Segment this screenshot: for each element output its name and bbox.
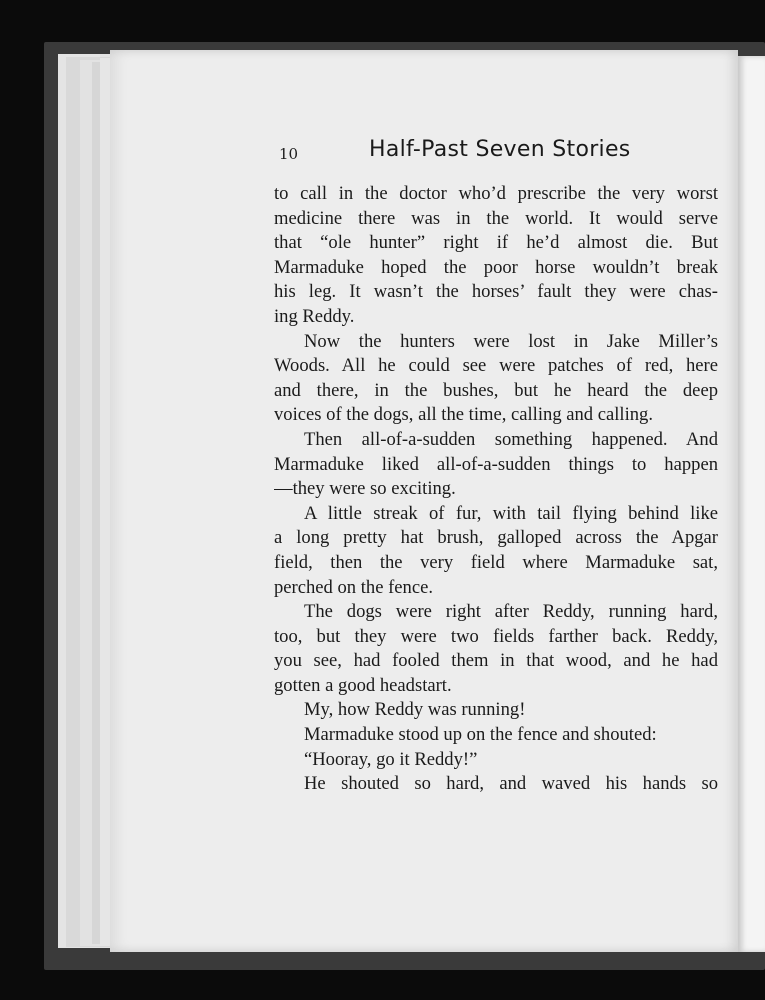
text-line: and there, in the bushes, but he heard the deep — [274, 379, 718, 401]
text-line: his leg. It wasn’t the horses’ fault they were chas- — [274, 281, 718, 303]
text-line: ing Reddy. — [274, 305, 355, 327]
page-number: 10 — [279, 145, 299, 163]
text-line: too, but they were two fields farther back. Reddy, — [274, 625, 718, 647]
text-line: My, how Reddy was running! — [304, 699, 526, 721]
text-line: you see, had fooled them in that wood, and he had — [274, 650, 718, 672]
text-line: “Hooray, go it Reddy!” — [304, 748, 478, 770]
text-line: Marmaduke hoped the poor horse wouldn’t break — [274, 256, 718, 278]
text-line: Marmaduke stood up on the fence and shouted: — [304, 724, 657, 746]
text-line: Then all-of-a-sudden something happened. And — [304, 428, 718, 450]
text-line: a long pretty hat brush, galloped across the Apgar — [274, 527, 718, 549]
running-title: Half-Past Seven Stories — [369, 137, 631, 162]
facing-page-edge — [738, 56, 765, 952]
text-line: medicine there was in the world. It would serve — [274, 207, 718, 229]
text-line: Now the hunters were lost in Jake Miller’s — [304, 330, 718, 352]
page-header — [279, 137, 719, 171]
text-line: voices of the dogs, all the time, calling and calling. — [274, 404, 654, 426]
text-line: The dogs were right after Reddy, running hard, — [304, 601, 718, 623]
text-line: Marmaduke liked all-of-a-sudden things to happen — [274, 453, 718, 475]
body-text — [274, 182, 718, 797]
text-line: A little streak of fur, with tail flying behind like — [304, 502, 718, 524]
text-line: Woods. All he could see were patches of red, here — [274, 355, 718, 377]
text-line: perched on the fence. — [274, 576, 433, 598]
text-line: field, then the very field where Marmaduke sat, — [274, 551, 718, 573]
text-line: He shouted so hard, and waved his hands so — [304, 773, 718, 795]
text-line: that “ole hunter” right if he’d almost die. But — [274, 232, 718, 254]
text-line: gotten a good headstart. — [274, 674, 452, 696]
text-line: —they were so exciting. — [274, 478, 456, 500]
text-line: to call in the doctor who’d prescribe the very worst — [274, 183, 718, 204]
